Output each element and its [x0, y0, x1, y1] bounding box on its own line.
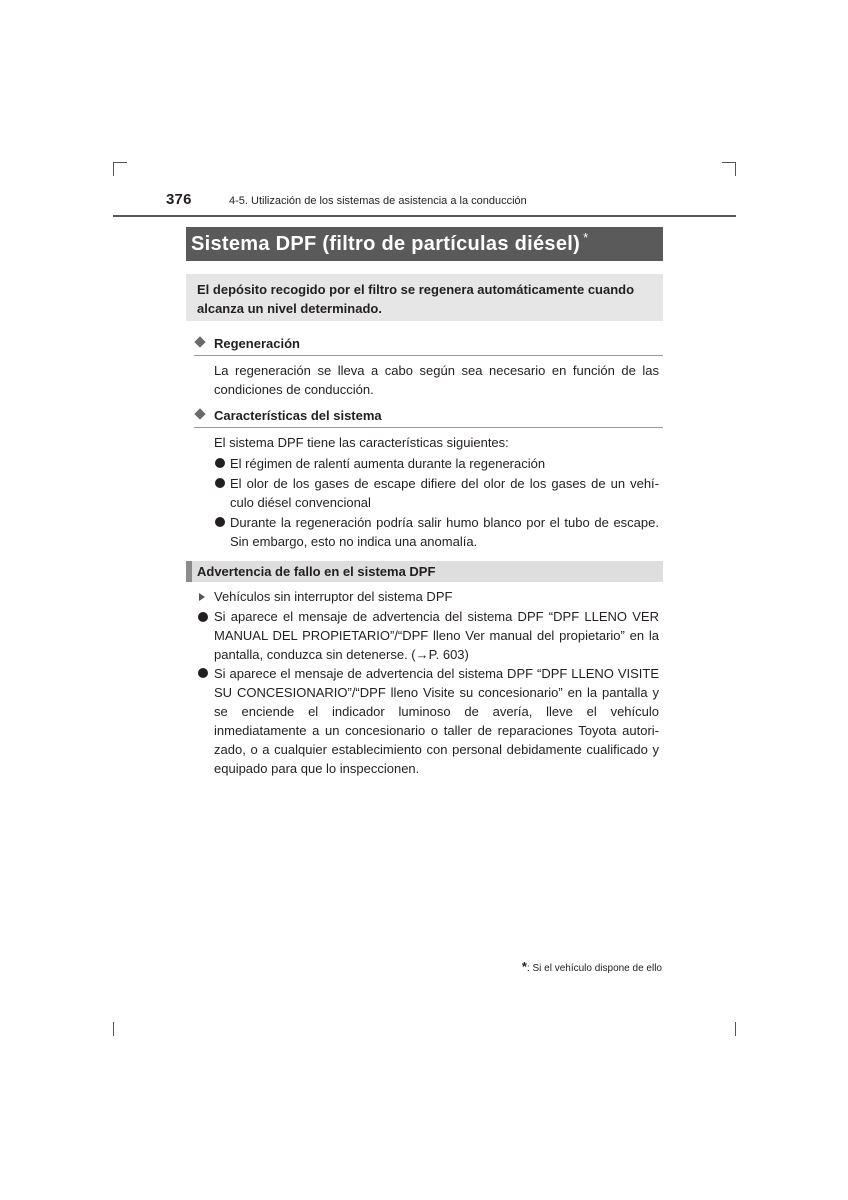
crop-mark-bottom-right-v	[735, 1022, 736, 1036]
warning-heading: Advertencia de fallo en el sistema DPF	[197, 564, 436, 579]
footnote-text: : Si el vehículo dispone de ello	[526, 963, 662, 974]
bullet-dot-icon	[215, 458, 225, 468]
running-head: 4-5. Utilización de los sistemas de asistencia a la conducción	[229, 195, 527, 207]
section-title-bar	[186, 227, 663, 261]
page-number: 376	[166, 191, 192, 208]
title-footnote-marker: *	[583, 230, 589, 245]
intro-box: El depósito recogido por el filtro se regenera automáticamente cuando alcanza un nivel determinado.	[186, 274, 663, 321]
bullet-dot-icon	[215, 478, 225, 488]
list-item: Durante la regeneración podría salir humo blanco por el tubo de escape. Sin embargo, esto no indica una anomalía.	[230, 515, 659, 549]
subheading-regeneracion	[194, 335, 663, 356]
list-item: El olor de los gases de escape difiere del olor de los gases de un vehí-culo diésel convencional	[230, 476, 659, 510]
warning-subheading: Vehículos sin interruptor del sistema DPF	[214, 589, 453, 604]
caracteristicas-lead: El sistema DPF tiene las características siguientes:	[214, 435, 509, 450]
header-rule	[113, 215, 736, 217]
subheading-label: Regeneración	[214, 336, 300, 351]
footnote	[522, 959, 662, 974]
bullet-dot-icon	[215, 517, 225, 527]
footnote-marker: *	[521, 959, 527, 974]
crop-mark-top-right-h	[722, 162, 736, 163]
list-item: Si aparece el mensaje de advertencia del sistema DPF “DPF LLENO VER MANUAL DEL PROPIETARIO”/“DPF lleno Ver manual del propietario” en la pantalla, conduzca sin detenerse. (→P. 603)	[214, 609, 659, 662]
subheading-caracteristicas	[194, 407, 663, 428]
list-item: Si aparece el mensaje de advertencia del sistema DPF “DPF LLENO VISITE SU CONCESIONARIO”/“DPF lleno Visite su concesionario” en la pantalla y se enciende el indicador luminoso de avería, lleve el vehículo inmediatamente a un concesionario o taller de reparaciones Toyota autori-zado, o a cualquier establecimiento con personal debidamente cualificado y equipado para que lo inspeccionen.	[214, 666, 659, 776]
list-item: El régimen de ralentí aumenta durante la regeneración	[230, 456, 546, 471]
page-title: Sistema DPF (filtro de partículas diésel)	[191, 233, 581, 255]
crop-mark-top-left-h	[113, 162, 127, 163]
regeneracion-paragraph: La regeneración se lleva a cabo según sea necesario en función de las condiciones de conducción.	[214, 363, 659, 397]
warning-heading-bar	[186, 561, 663, 582]
bullet-dot-icon	[198, 612, 208, 622]
crop-mark-top-right-v	[735, 162, 736, 176]
triangle-bullet-icon	[199, 593, 205, 601]
subheading-label: Características del sistema	[214, 408, 382, 423]
crop-mark-bottom-left-v	[113, 1022, 114, 1036]
crop-mark-top-left-v	[113, 162, 114, 176]
bullet-dot-icon	[198, 668, 208, 678]
diamond-bullet-icon	[194, 336, 205, 347]
diamond-bullet-icon	[194, 408, 205, 419]
